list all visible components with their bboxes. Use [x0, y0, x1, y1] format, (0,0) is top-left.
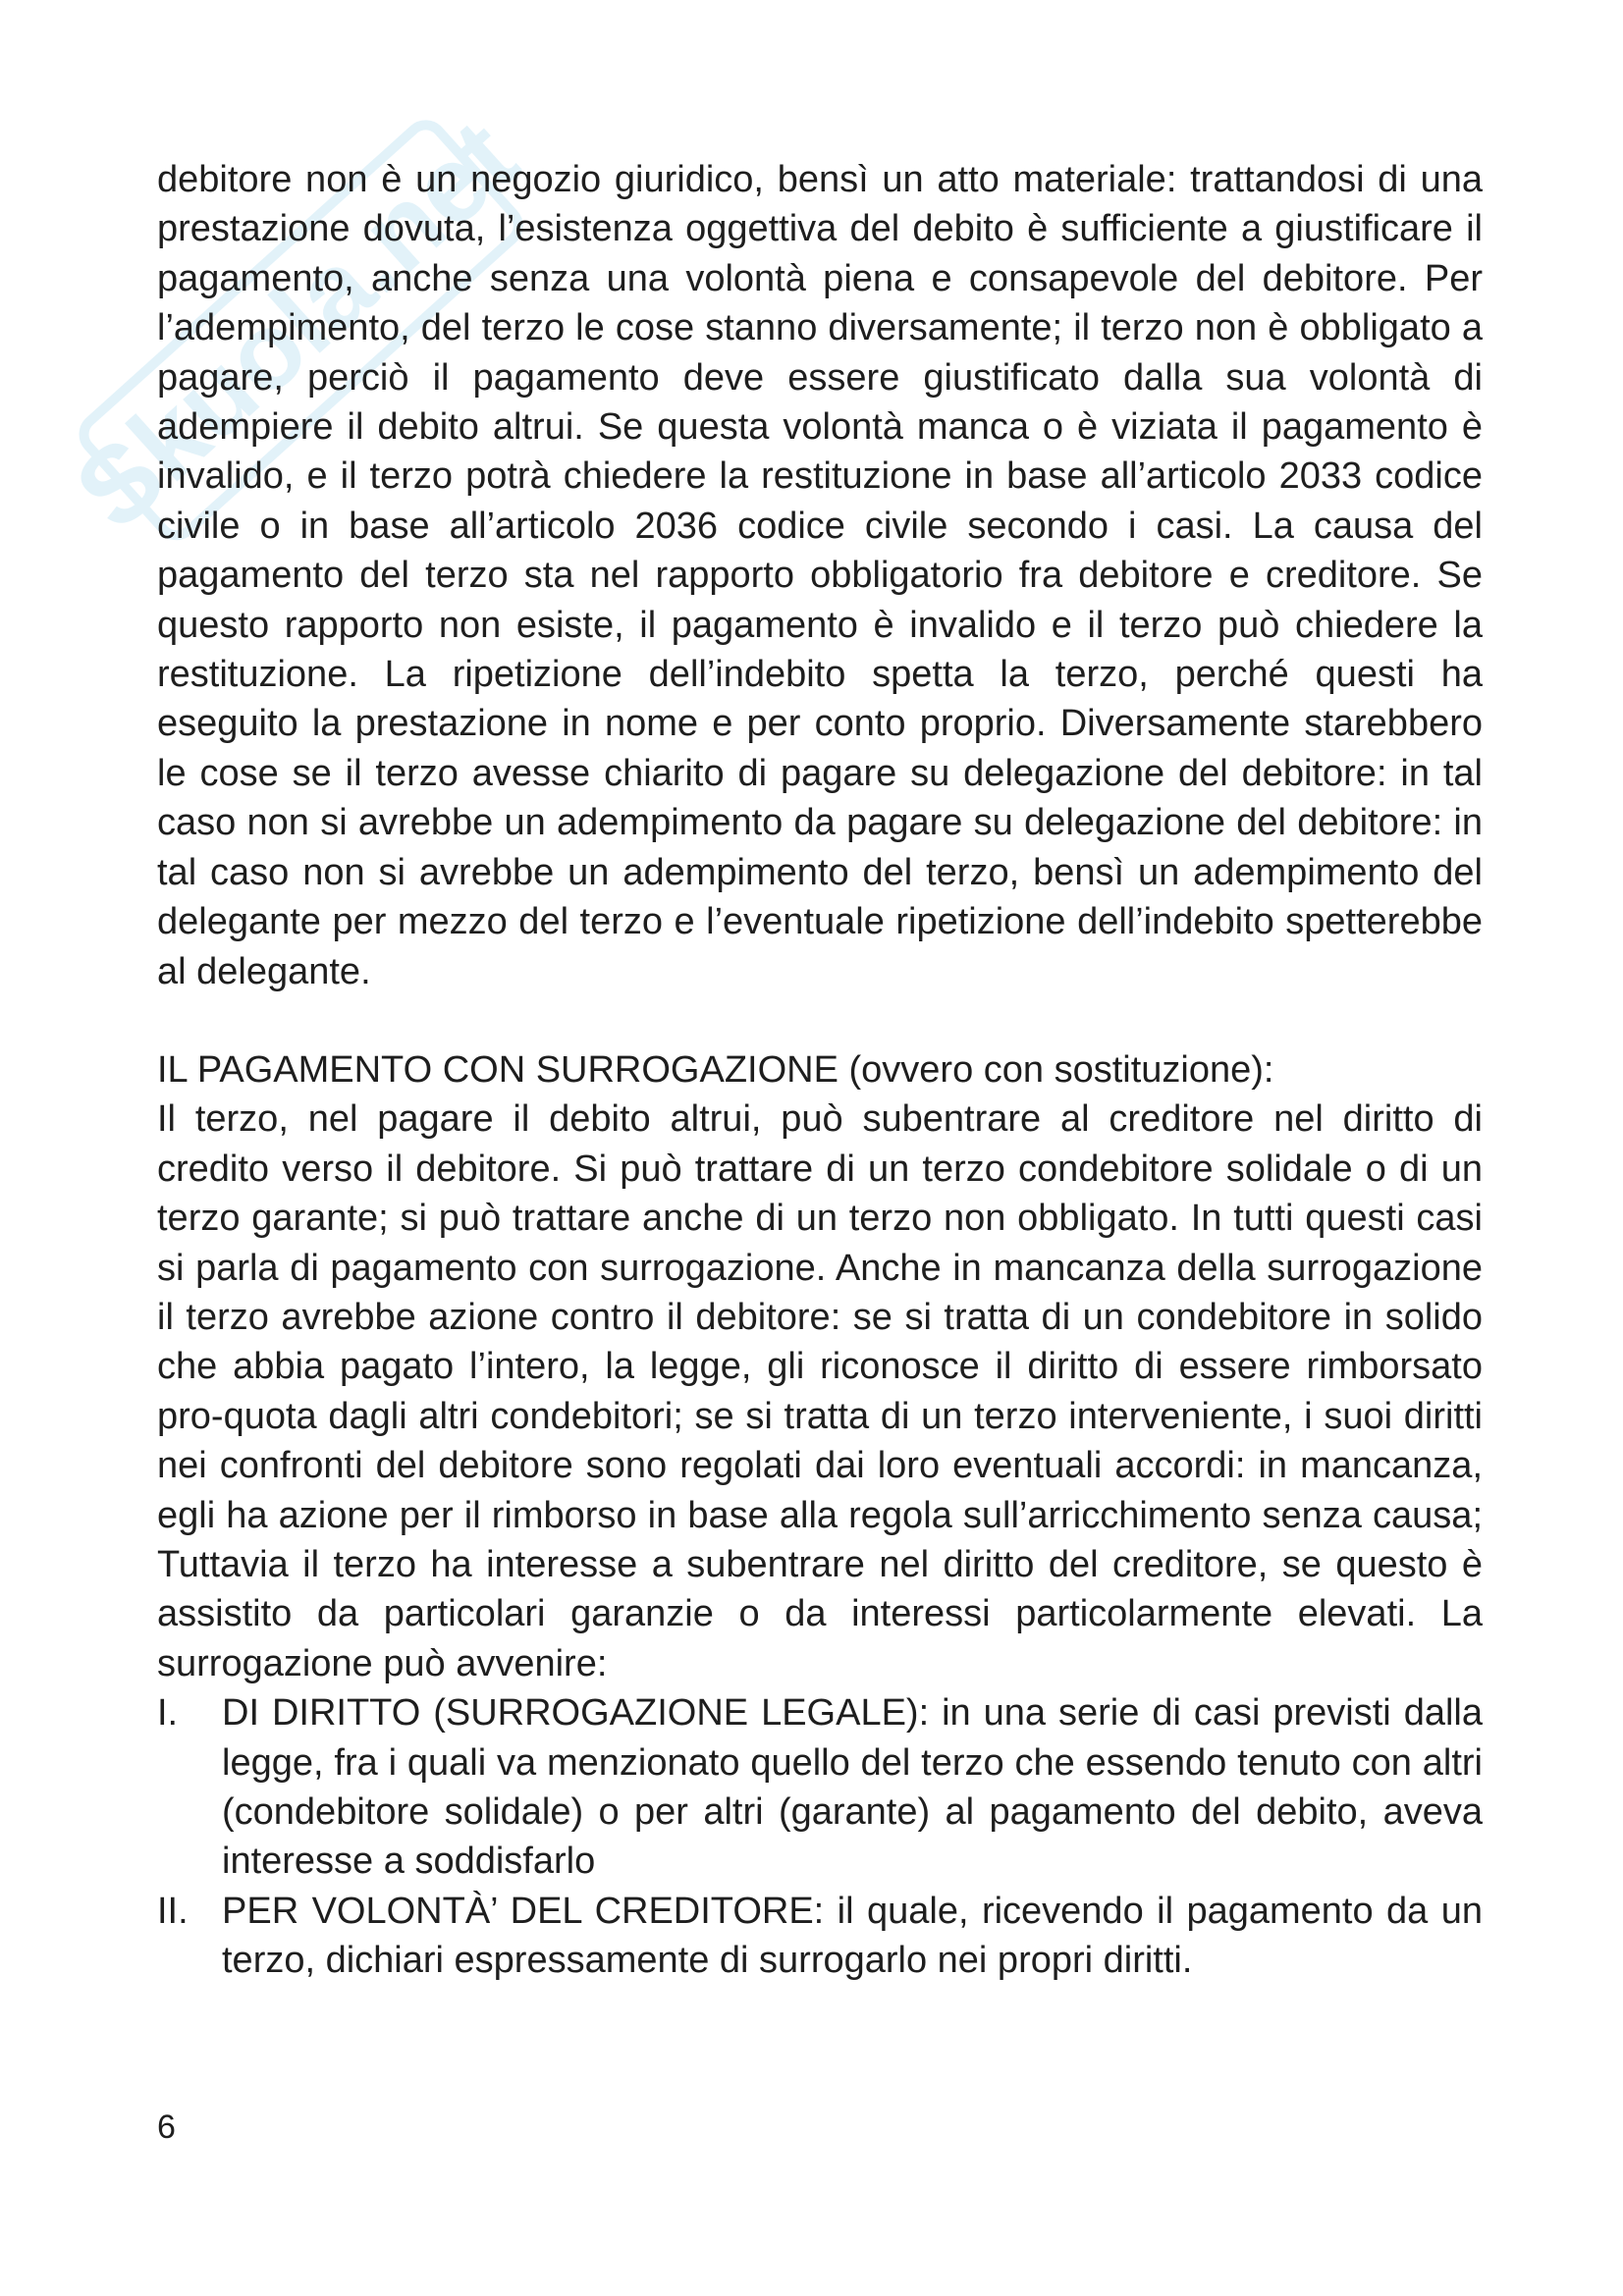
list-item-text: DI DIRITTO (SURROGAZIONE LEGALE): in una serie di casi previsti dalla legge, fra i quali va menzionato quello del terzo che essendo tenuto con altri (condebitore solidale) o per altri (garante) al pagamento del debito, aveva interesse a soddisfarlo: [222, 1692, 1483, 1883]
surrogazione-paragraph: Il terzo, nel pagare il debito altrui, può subentrare al creditore nel diritto di credito verso il debitore. Si può trattare di un terzo condebitore solidale o di un terzo garante; si può trattare anche di un terzo non obbligato. In tutti questi casi si parla di pagamento con surrogazione. Anche in mancanza della surrogazione il terzo avrebbe azione contro il debitore: se si tratta di un condebitore in solido che abbia pagato l’intero, la legge, gli riconosce il diritto di essere rimborsato pro-quota dagli altri condebitori; se si tratta di un terzo interveniente, i suoi diritti nei confronti del debitore sono regolati dai loro eventuali accordi: in mancanza, egli ha azione per il rimborso in base alla regola sull’arricchimento senza causa; Tuttavia il terzo ha interesse a subentrare nel diritto del creditore, se questo è assistito da particolari garanzie o da interessi particolarmente elevati. La surrogazione può avvenire:: [157, 1098, 1483, 1684]
page-number: 6: [157, 2109, 176, 2146]
list-item: [157, 1688, 1483, 1887]
surrogazione-list: [157, 1688, 1483, 1985]
list-marker: II.: [157, 1890, 189, 1932]
list-item: [157, 1887, 1483, 1986]
section-heading: IL PAGAMENTO CON SURROGAZIONE (ovvero con sostituzione):: [157, 1048, 1274, 1091]
page-body: [157, 155, 1483, 1986]
list-marker: I.: [157, 1692, 179, 1735]
list-item-text: PER VOLONTÀ’ DEL CREDITORE: il quale, ricevendo il pagamento da un terzo, dichiari espressamente di surrogarlo nei propri diritti.: [222, 1890, 1483, 1982]
watermark-text: Skuola.net: [52, 96, 540, 553]
intro-paragraph: debitore non è un negozio giuridico, bensì un atto materiale: trattandosi di una prestazione dovuta, l’esistenza oggettiva del debito è sufficiente a giustificare il pagamento, anche senza una volontà piena e consapevole del debitore. Per l’adempimento, del terzo le cose stanno diversamente; il terzo non è obbligato a pagare, perciò il pagamento deve essere giustificato dalla sua volontà di adempiere il debito altrui. Se questa volontà manca o è viziata il pagamento è invalido, e il terzo potrà chiedere la restituzione in base all’articolo 2033 codice civile o in base all’articolo 2036 codice civile secondo i casi. La causa del pagamento del terzo sta nel rapporto obbligatorio fra debitore e creditore. Se questo rapporto non esiste, il pagamento è invalido e il terzo può chiedere la restituzione. La ripetizione dell’indebito spetta la terzo, perché questi ha eseguito la prestazione in nome e per conto proprio. Diversamente starebbero le cose se il terzo avesse chiarito di pagare su delegazione del debitore: in tal caso non si avrebbe un adempimento da pagare su delegazione del debitore: in tal caso non si avrebbe un adempimento del terzo, bensì un adempimento del delegante per mezzo del terzo e l’eventuale ripetizione dell’indebito spetterebbe al delegante.: [157, 159, 1483, 992]
